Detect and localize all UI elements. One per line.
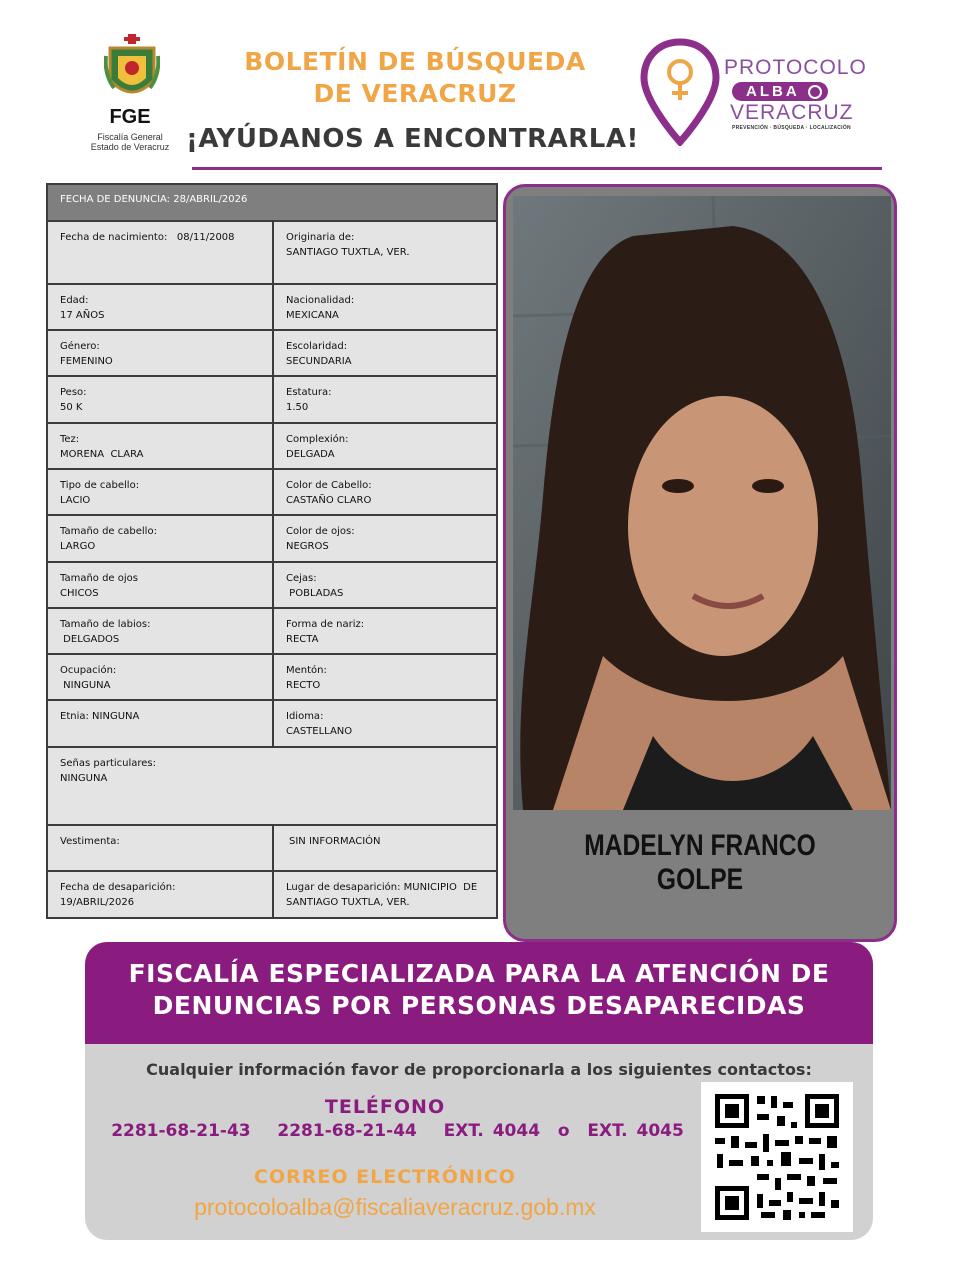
table-row bbox=[46, 375, 498, 424]
table-row bbox=[46, 283, 498, 331]
senas-label: Señas particulares: bbox=[60, 758, 157, 769]
ocupacion-label: Ocupación: bbox=[60, 665, 117, 676]
peso-cell bbox=[48, 377, 272, 422]
color-ojos-value: NEGROS bbox=[286, 541, 329, 552]
table-row bbox=[46, 870, 498, 919]
alba-badge bbox=[732, 82, 828, 101]
menton-value: RECTO bbox=[286, 680, 321, 691]
vestimenta-value-cell bbox=[272, 826, 496, 870]
lugar-label: Lugar de desaparición: MUNICIPIO DE bbox=[286, 882, 478, 893]
table-row bbox=[46, 514, 498, 563]
color-cabello-label: Color de Cabello: bbox=[286, 480, 372, 491]
header-divider bbox=[192, 167, 882, 170]
table-row bbox=[46, 422, 498, 470]
escolaridad-value: SECUNDARIA bbox=[286, 356, 352, 367]
table-row bbox=[46, 468, 498, 516]
fge-logo bbox=[80, 34, 180, 158]
escolaridad-label: Escolaridad: bbox=[286, 341, 348, 352]
contact-intro: Cualquier información favor de proporcionarla a los siguientes contactos: bbox=[146, 1060, 812, 1079]
table-row bbox=[46, 220, 498, 285]
ocupacion-cell bbox=[48, 655, 272, 699]
peso-label: Peso: bbox=[60, 387, 87, 398]
qr-code-icon[interactable] bbox=[701, 1082, 853, 1232]
table-row bbox=[46, 824, 498, 872]
magnifier-icon bbox=[808, 85, 822, 99]
escolaridad-cell bbox=[272, 331, 496, 375]
tez-value: MORENA CLARA bbox=[60, 449, 144, 460]
fge-name bbox=[80, 132, 180, 152]
menton-cell bbox=[272, 655, 496, 699]
complexion-cell bbox=[272, 424, 496, 468]
tipo-cabello-label: Tipo de cabello: bbox=[60, 480, 140, 491]
tam-cabello-label: Tamaño de cabello: bbox=[60, 526, 157, 537]
table-row bbox=[46, 699, 498, 748]
etnia-value: Etnia: NINGUNA bbox=[60, 711, 140, 722]
alba-label: ALBA bbox=[746, 83, 800, 100]
fge-acronym: FGE bbox=[109, 106, 151, 128]
color-ojos-label: Color de ojos: bbox=[286, 526, 355, 537]
tagline: ¡AYÚDANOS A ENCONTRARLA! bbox=[186, 124, 639, 154]
fge-name-line2: Estado de Veracruz bbox=[90, 142, 170, 152]
lugar-cell bbox=[272, 872, 496, 917]
tam-ojos-cell bbox=[48, 563, 272, 607]
cejas-cell bbox=[272, 563, 496, 607]
menton-label: Mentón: bbox=[286, 665, 327, 676]
tam-cabello-value: LARGO bbox=[60, 541, 96, 552]
idioma-label: Idioma: bbox=[286, 711, 324, 722]
color-cabello-value: CASTAÑO CLARO bbox=[286, 495, 372, 506]
senas-value: NINGUNA bbox=[60, 773, 108, 784]
idioma-value: CASTELLANO bbox=[286, 726, 353, 737]
cejas-value: POBLADAS bbox=[286, 588, 344, 599]
alba-veracruz: VERACRUZ bbox=[730, 101, 854, 124]
peso-value: 50 K bbox=[60, 402, 83, 413]
alba-subtitle: PREVENCIÓN · BÚSQUEDA · LOCALIZACIÓN bbox=[732, 125, 851, 131]
table-row bbox=[46, 607, 498, 655]
complexion-label: Complexión: bbox=[286, 434, 349, 445]
labios-value: DELGADOS bbox=[60, 634, 120, 645]
tipo-cabello-cell bbox=[48, 470, 272, 514]
nacimiento-value: 08/11/2008 bbox=[176, 232, 235, 243]
fiscalia-banner bbox=[85, 942, 873, 1048]
originaria-label: Originaria de: bbox=[286, 232, 355, 243]
idioma-cell bbox=[272, 701, 496, 746]
photo-card bbox=[503, 184, 897, 942]
page-title bbox=[200, 46, 630, 110]
color-ojos-cell bbox=[272, 516, 496, 561]
estatura-value: 1.50 bbox=[286, 402, 309, 413]
labios-cell bbox=[48, 609, 272, 653]
banner-line2: DENUNCIAS POR PERSONAS DESAPARECIDAS bbox=[152, 991, 806, 1020]
correo-heading: CORREO ELECTRÓNICO bbox=[254, 1166, 516, 1188]
fge-name-line1: Fiscalía General bbox=[97, 132, 163, 142]
protocolo-alba-logo bbox=[724, 56, 874, 131]
desaparicion-value: 19/ABRIL/2026 bbox=[60, 897, 135, 908]
genero-cell bbox=[48, 331, 272, 375]
originaria-cell bbox=[272, 222, 496, 283]
edad-value: 17 AÑOS bbox=[60, 310, 105, 321]
estatura-cell bbox=[272, 377, 496, 422]
title-line1: BOLETÍN DE BÚSQUEDA bbox=[244, 47, 586, 76]
nacionalidad-value: MEXICANA bbox=[286, 310, 339, 321]
nacimiento-label: Fecha de nacimiento: bbox=[60, 232, 168, 243]
etnia-cell bbox=[48, 701, 272, 746]
title-line2: DE VERACRUZ bbox=[313, 79, 517, 108]
table-row bbox=[46, 329, 498, 377]
banner-line1: FISCALÍA ESPECIALIZADA PARA LA ATENCIÓN DE bbox=[128, 959, 830, 988]
vestimenta-cell bbox=[48, 826, 272, 870]
nacionalidad-cell bbox=[272, 285, 496, 329]
complexion-value: DELGADA bbox=[286, 449, 335, 460]
tam-ojos-value: CHICOS bbox=[60, 588, 99, 599]
tam-cabello-cell bbox=[48, 516, 272, 561]
labios-label: Tamaño de labios: bbox=[60, 619, 151, 630]
table-row bbox=[46, 561, 498, 609]
nacionalidad-label: Nacionalidad: bbox=[286, 295, 355, 306]
table-row bbox=[46, 653, 498, 701]
correo-link[interactable]: protocoloalba@fiscaliaveracruz.gob.mx bbox=[194, 1194, 596, 1220]
desaparicion-cell bbox=[48, 872, 272, 917]
tam-ojos-label: Tamaño de ojos bbox=[60, 573, 138, 584]
nariz-label: Forma de nariz: bbox=[286, 619, 365, 630]
vestimenta-value: SIN INFORMACIÓN bbox=[289, 836, 381, 847]
telefono-numbers[interactable]: 2281-68-21-43 2281-68-21-44 EXT. 4044 o EXT. 4045 bbox=[111, 1121, 684, 1141]
vestimenta-label: Vestimenta: bbox=[60, 836, 120, 847]
edad-cell bbox=[48, 285, 272, 329]
table-row-denuncia bbox=[46, 183, 498, 222]
nacimiento-cell bbox=[48, 222, 272, 283]
tez-cell bbox=[48, 424, 272, 468]
genero-label: Género: bbox=[60, 341, 100, 352]
edad-label: Edad: bbox=[60, 295, 89, 306]
table-row bbox=[46, 746, 498, 826]
genero-value: FEMENINO bbox=[60, 356, 113, 367]
alba-protocolo: PROTOCOLO bbox=[724, 56, 867, 79]
ocupacion-value: NINGUNA bbox=[60, 680, 111, 691]
estatura-label: Estatura: bbox=[286, 387, 332, 398]
contact-section bbox=[85, 1044, 873, 1240]
color-cabello-cell bbox=[272, 470, 496, 514]
female-location-pin-icon bbox=[640, 38, 720, 146]
person-name: MADELYN FRANCO GOLPE bbox=[584, 829, 816, 896]
lugar-value: SANTIAGO TUXTLA, VER. bbox=[286, 897, 410, 908]
missing-person-photo bbox=[513, 196, 891, 810]
cejas-label: Cejas: bbox=[286, 573, 317, 584]
originaria-value: SANTIAGO TUXTLA, VER. bbox=[286, 247, 410, 258]
desaparicion-label: Fecha de desaparición: bbox=[60, 882, 176, 893]
nariz-value: RECTA bbox=[286, 634, 319, 645]
tipo-cabello-value: LACIO bbox=[60, 495, 91, 506]
veracruz-shield-icon bbox=[104, 34, 160, 106]
fecha-denuncia: FECHA DE DENUNCIA: 28/ABRIL/2026 bbox=[60, 194, 248, 205]
senas-cell bbox=[48, 748, 496, 824]
nariz-cell bbox=[272, 609, 496, 653]
tez-label: Tez: bbox=[60, 434, 80, 445]
telefono-heading: TELÉFONO bbox=[324, 1096, 446, 1118]
banner-title bbox=[85, 958, 873, 1022]
